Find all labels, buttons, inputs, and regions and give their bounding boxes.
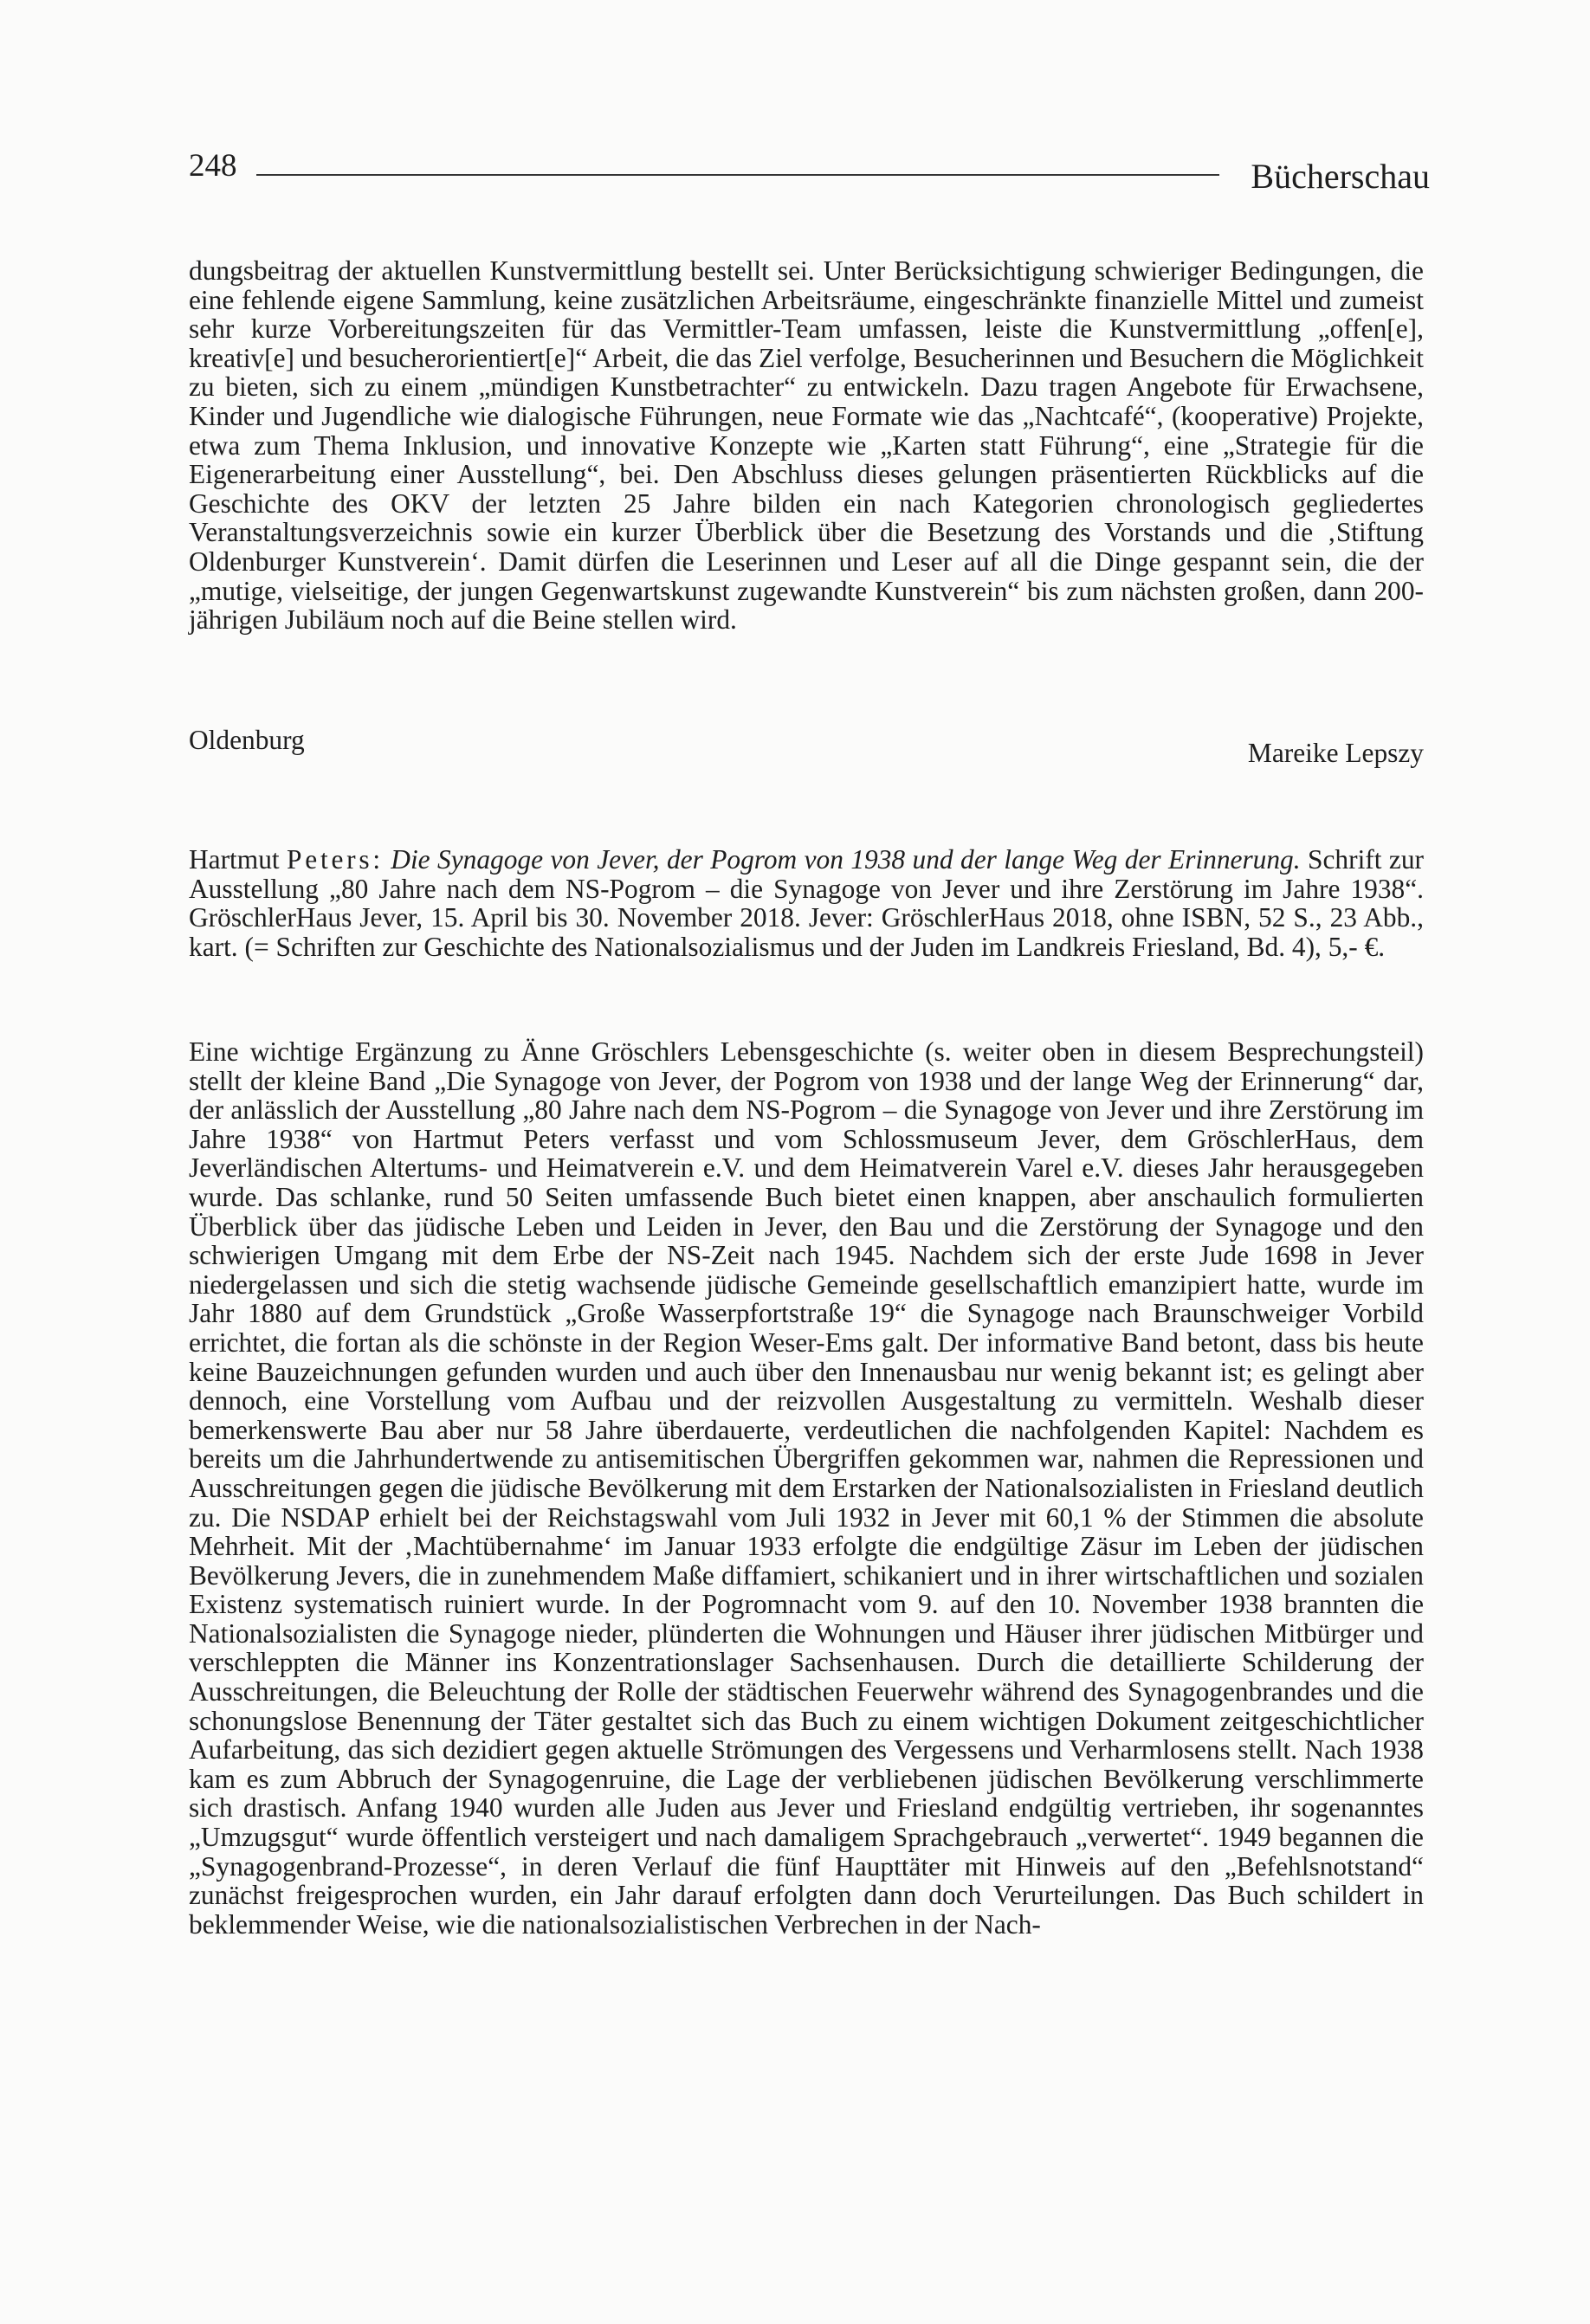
citation-author-first: Hartmut xyxy=(189,844,280,875)
review-continuation-paragraph: dungsbeitrag der aktuellen Kunstvermittlung bestellt sei. Unter Berücksichtigung schwieriger Bedingungen, die eine fehlende eigene Sammlung, keine zusätzlichen Arbeitsräume, eingeschränkte finanzielle Mittel und zumeist sehr kurze Vorbereitungszeiten für das Vermittler-Team umfassen, leiste die Kunstvermittlung „offen[e], kreativ[e] und besucherorientiert[e]“ Arbeit, die das Ziel verfolge, Besucherinnen und Besuchern die Möglichkeit zu bieten, sich zu einem „mündigen Kunstbetrachter“ zu entwickeln. Dazu tragen Angebote für Erwachsene, Kinder und Jugendliche wie dialogische Führungen, neue Formate wie das „Nachtcafé“, (kooperative) Projekte, etwa zum Thema Inklusion, und innovative Konzepte wie „Karten statt Führung“, eine „Strategie für die Eigenerarbeitung einer Ausstellung“, bei. Den Abschluss dieses gelungen präsentierten Rückblicks auf die Geschichte des OKV der letzten 25 Jahre bilden ein nach Kategorien chronologisch gegliedertes Veranstaltungsverzeichnis sowie ein kurzer Überblick über die Besetzung des Vorstands und die ‚Stiftung Oldenburger Kunstverein‘. Damit dürfen die Leserinnen und Leser auf all die Dinge gespannt sein, die der „mutige, vielseitige, der jungen Gegenwartskunst zugewandte Kunstverein“ bis zum nächsten großen, dann 200-jährigen Jubiläum noch auf die Beine stellen wird. xyxy=(189,255,1425,636)
citation-details: Schrift zur Ausstellung „80 Jahre nach dem NS-Pogrom – die Synagoge von Jever und ihre Zerstörung im Jahre 1938“. GröschlerHaus Jever, 15. April bis 30. November 2018. Jever: GröschlerHaus 2018, ohne ISBN, 52 S., 23 Abb., kart. (= Schriften zur Geschichte des Nationalsozialismus und der Juden im Landkreis Friesland, Bd. 4), 5,- €. xyxy=(189,844,1424,962)
citation-book-title: Die Synagoge von Jever, der Pogrom von 1938 und der lange Weg der Erinnerung. xyxy=(391,844,1301,875)
header-rule xyxy=(256,174,1219,176)
book-citation xyxy=(189,845,1424,961)
running-header-title: Bücherschau xyxy=(1251,157,1430,196)
review-body-paragraph: Eine wichtige Ergänzung zu Änne Gröschlers Lebensgeschichte (s. weiter oben in diesem Besprechungsteil) stellt der kleine Band „Die Synagoge von Jever, der Pogrom von 1938 und der lange Weg der Erinnerung“ dar, der anlässlich der Ausstellung „80 Jahre nach dem NS-Pogrom – die Synagoge von Jever und ihre Zerstörung im Jahre 1938“ von Hartmut Peters verfasst und vom Schlossmuseum Jever, dem GröschlerHaus, dem Jeverländischen Altertums- und Heimatverein e.V. und dem Heimatverein Varel e.V. dieses Jahr herausgegeben wurde. Das schlanke, rund 50 Seiten umfassende Buch bietet einen knappen, aber anschaulich formulierten Überblick über das jüdische Leben und Leiden in Jever, den Bau und die Zerstörung der Synagoge und den schwierigen Umgang mit dem Erbe der NS-Zeit nach 1945. Nachdem sich der erste Jude 1698 in Jever niedergelassen und sich die stetig wachsende jüdische Gemeinde gesellschaftlich emanzipiert hatte, wurde im Jahr 1880 auf dem Grundstück „Große Wasserpfortstraße 19“ die Synagoge nach Braunschweiger Vorbild errichtet, die fortan als die schönste in der Region Weser-Ems galt. Der informative Band betont, dass bis heute keine Bauzeichnungen gefunden wurden und auch über den Innenausbau nur wenig bekannt ist; es gelingt aber dennoch, eine Vorstellung vom Aufbau und der reizvollen Ausgestaltung zu vermitteln. Weshalb dieser bemerkenswerte Bau aber nur 58 Jahre überdauerte, verdeutlichen die nachfolgenden Kapitel: Nachdem es bereits um die Jahrhundertwende zu antisemitischen Übergriffen gekommen war, nahmen die Repressionen und Ausschreitungen gegen die jüdische Bevölkerung mit dem Erstarken der Nationalsozialisten in Friesland deutlich zu. Die NSDAP erhielt bei der Reichstagswahl vom Juli 1932 in Jever mit 60,1 % der Stimmen die absolute Mehrheit. Mit der ‚Machtübernahme‘ im Januar 1933 erfolgte die endgültige Zäsur im Leben der jüdischen Bevölkerung Jevers, die in zunehmendem Maße diffamiert, schikaniert und in ihrer wirtschaftlichen und sozialen Existenz systematisch ruiniert wurde. In der Pogromnacht vom 9. auf den 10. November 1938 brannten die Nationalsozialisten die Synagoge nieder, plünderten die Wohnungen und Häuser ihrer jüdischen Mitbürger und verschleppten die Männer ins Konzentrationslager Sachsenhausen. Durch die detaillierte Schilderung der Ausschreitungen, die Beleuchtung der Rolle der städtischen Feuerwehr während des Synagogenbrandes und die schonungslose Benennung der Täter gestaltet sich das Buch zu einem wichtigen Dokument zeitgeschichtlicher Aufarbeitung, das sich dezidiert gegen aktuelle Strömungen des Vergessens und Verharmlosens stellt. Nach 1938 kam es zum Abbruch der Synagogenruine, die Lage der verbliebenen jüdischen Bevölkerung verschlimmerte sich drastisch. Anfang 1940 wurden alle Juden aus Jever und Friesland endgültig vertrieben, ihr sogenanntes „Umzugsgut“ wurde öffentlich versteigert und nach damaligem Sprachgebrauch „verwertet“. 1949 begannen die „Synagogenbrand-Prozesse“, in deren Verlauf die fünf Haupttäter mit Hinweis auf den „Befehlsnotstand“ zunächst freigesprochen wurden, ein Jahr darauf erfolgten dann doch Verurteilungen. Das Buch schildert in beklemmender Weise, wie die nationalsozialistischen Verbrechen in der Nach- xyxy=(189,1036,1424,1940)
citation-author-last: Peters: xyxy=(287,844,384,875)
review-location: Oldenburg xyxy=(189,725,305,755)
reviewer-name: Mareike Lepszy xyxy=(1247,738,1424,768)
page-number: 248 xyxy=(189,148,237,184)
